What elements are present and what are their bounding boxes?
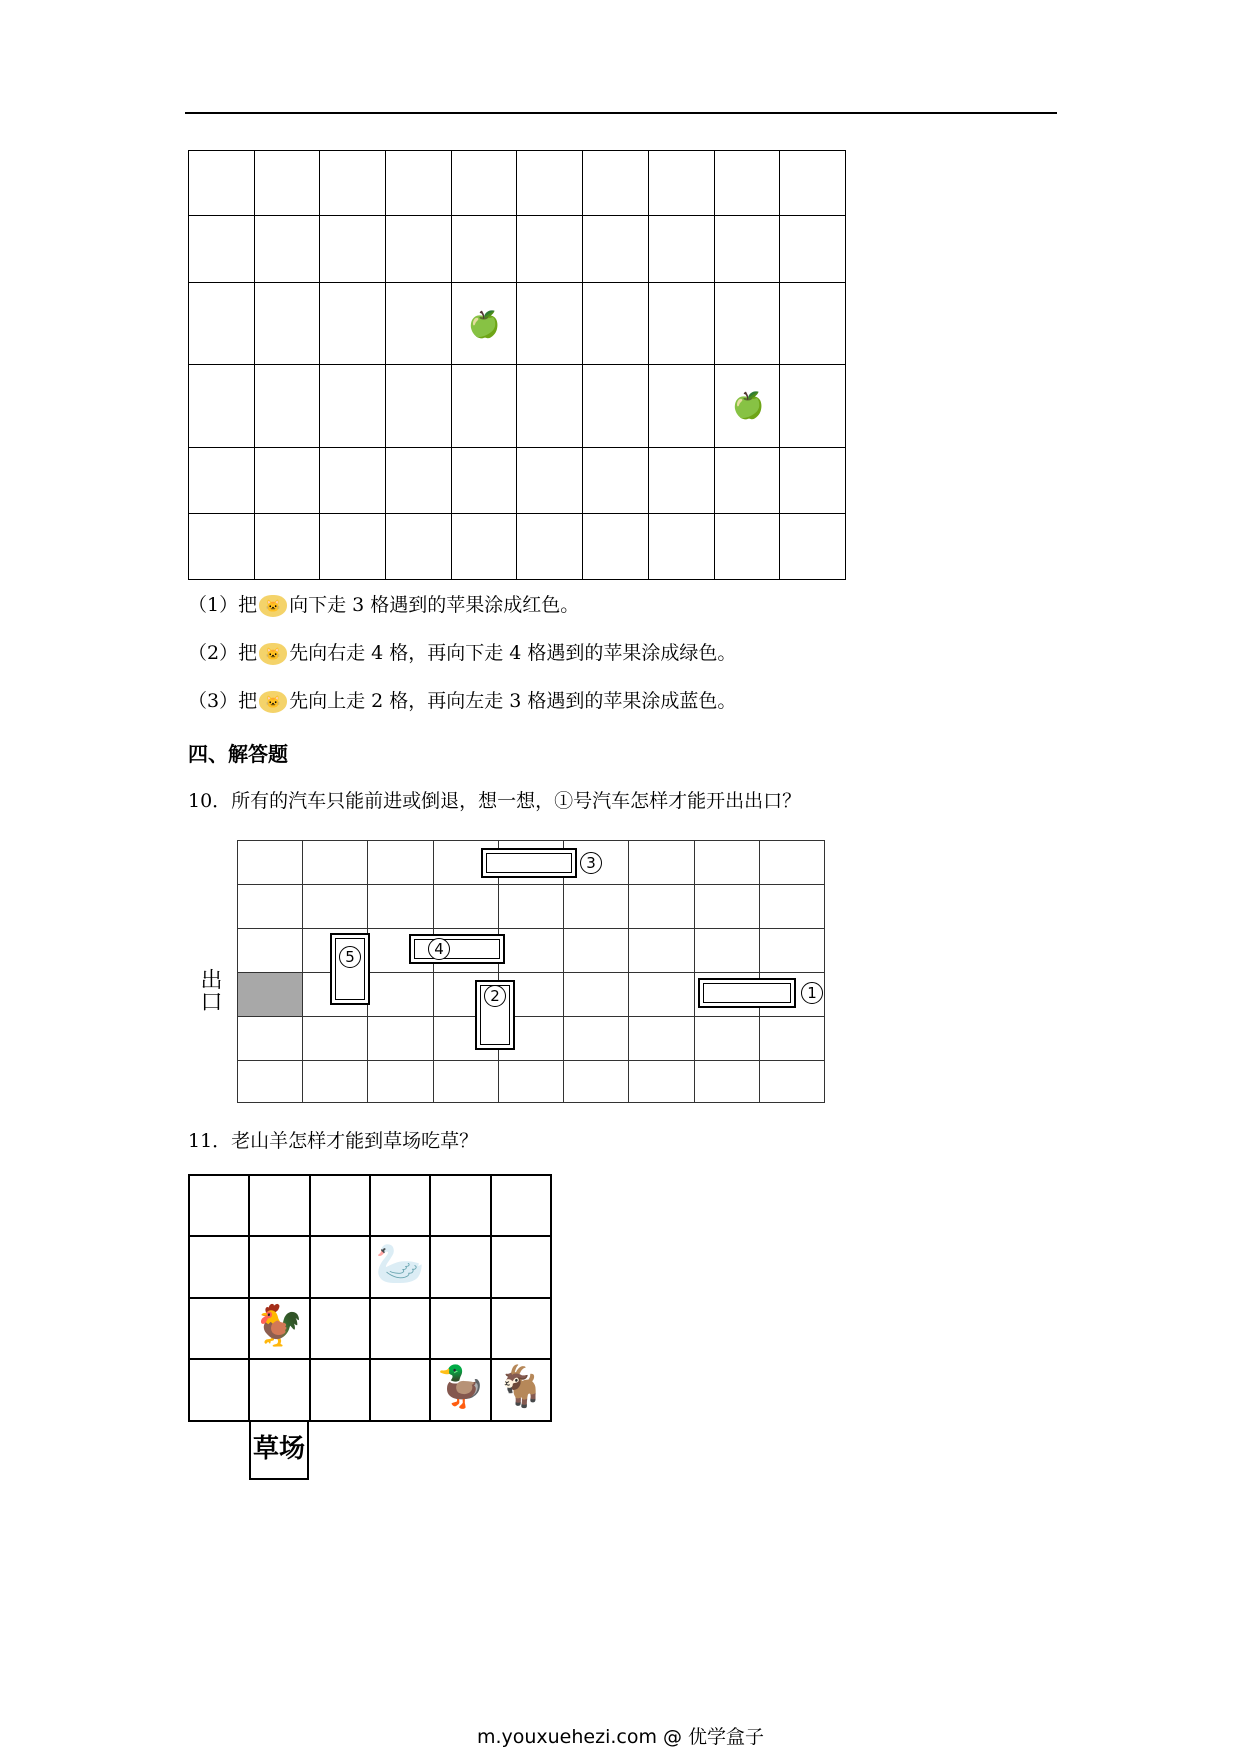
instruction-prefix: （2）把 xyxy=(188,642,258,664)
problem-10: 10．所有的汽车只能前进或倒退，想一想，①号汽车怎样才能开出出口？ xyxy=(188,790,802,812)
car-5 xyxy=(330,933,370,1005)
instruction-text: 先向右走 4 格，再向下走 4 格遇到的苹果涂成绿色。 xyxy=(289,642,737,664)
instruction-text: 向下走 3 格遇到的苹果涂成红色。 xyxy=(289,594,580,616)
instruction-2 xyxy=(188,638,736,668)
rooster-icon: 🐓 xyxy=(254,1303,304,1349)
car-4-number: 4 xyxy=(428,938,450,960)
apple-grid xyxy=(188,150,846,580)
exit-cell xyxy=(238,973,303,1017)
car-1 xyxy=(698,978,796,1008)
instruction-1 xyxy=(188,590,579,620)
header-rule xyxy=(185,112,1057,114)
grass-field-cell: 草场 xyxy=(249,1420,309,1480)
instruction-3 xyxy=(188,686,736,716)
cat-icon: 🐱 xyxy=(259,595,287,617)
cat-icon: 🐱 xyxy=(259,691,287,713)
car-2-number: 2 xyxy=(484,985,506,1007)
section-title: 四、解答题 xyxy=(188,742,288,766)
instruction-text: 先向上走 2 格，再向左走 3 格遇到的苹果涂成蓝色。 xyxy=(289,690,737,712)
instruction-prefix: （3）把 xyxy=(188,690,258,712)
cat-icon: 🐱 xyxy=(259,643,287,665)
apple-icon: 🍏 xyxy=(732,391,765,421)
footer: m.youxuehezi.com @ 优学盒子 xyxy=(476,1726,765,1748)
car-3-number: 3 xyxy=(580,852,602,874)
apple-icon: 🍏 xyxy=(468,310,501,340)
swan-icon: 🦢 xyxy=(375,1241,425,1287)
goat-icon: 🐐 xyxy=(496,1364,546,1410)
car-3 xyxy=(481,848,577,878)
car-5-number: 5 xyxy=(339,946,361,968)
parking-grid xyxy=(237,840,825,1103)
car-1-number: 1 xyxy=(801,982,823,1004)
instruction-prefix: （1）把 xyxy=(188,594,258,616)
problem-11: 11．老山羊怎样才能到草场吃草？ xyxy=(188,1130,479,1152)
exit-label: 出口 xyxy=(197,968,222,1012)
duck-icon: 🦆 xyxy=(436,1364,486,1410)
car-4 xyxy=(409,934,505,964)
